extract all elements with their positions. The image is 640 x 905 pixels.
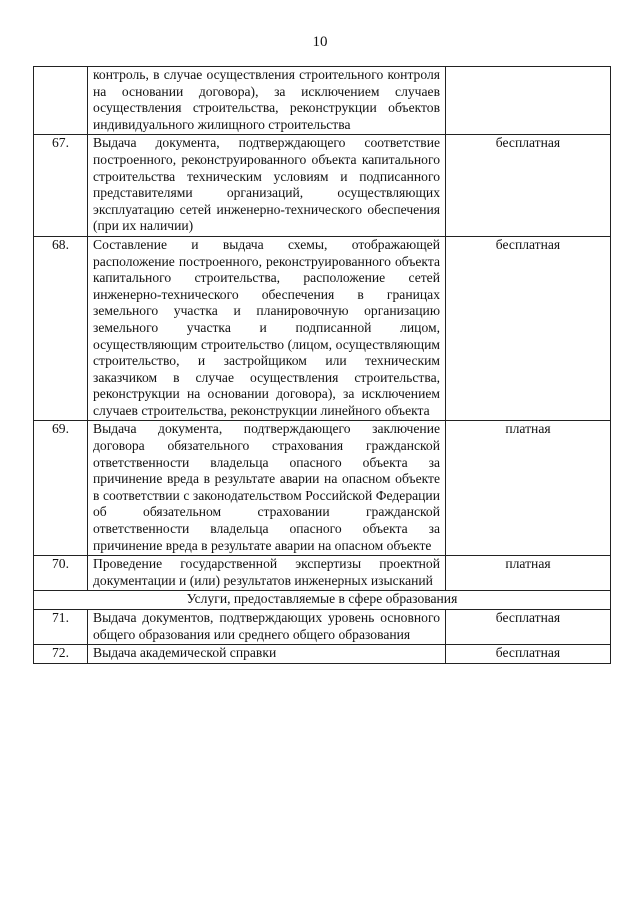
section-title: Услуги, предоставляемые в сфере образования — [34, 591, 611, 610]
row-number: 70. — [34, 556, 88, 591]
table-row — [34, 556, 611, 591]
table-row — [34, 236, 611, 421]
service-description: Выдача документа, подтверждающего соответствие построенного, реконструированного объекта капитального строительства техническим условиям и подписанного представителями организаций, осуществляющих эксплуатацию сетей инженерно-технического обеспечения (при их наличии) — [88, 135, 446, 237]
row-number: 72. — [34, 645, 88, 664]
service-description: Выдача документов, подтверждающих уровень основного общего образования или среднего общего образования — [88, 610, 446, 645]
table-row — [34, 135, 611, 237]
service-fee: платная — [446, 556, 611, 591]
table-row — [34, 645, 611, 664]
services-table — [33, 66, 611, 664]
service-fee: платная — [446, 421, 611, 556]
service-description: Выдача академической справки — [88, 645, 446, 664]
table-row — [34, 67, 611, 135]
row-number: 71. — [34, 610, 88, 645]
service-fee: бесплатная — [446, 645, 611, 664]
service-fee — [446, 67, 611, 135]
row-number: 68. — [34, 236, 88, 421]
page-number: 10 — [312, 34, 328, 50]
service-description: Выдача документа, подтверждающего заключение договора обязательного страхования гражданской ответственности владельца опасного объекта за причинение вреда в результате аварии на опасном объекте в соответствии с законодательством Российской Федерации об обязательном страховании гражданской ответственности владельца опасного объекта за причинение вреда в результате аварии на опасном объекте — [88, 421, 446, 556]
service-fee: бесплатная — [446, 610, 611, 645]
section-header-row — [34, 591, 611, 610]
service-fee: бесплатная — [446, 135, 611, 237]
row-number — [34, 67, 88, 135]
row-number: 69. — [34, 421, 88, 556]
table-row — [34, 610, 611, 645]
row-number: 67. — [34, 135, 88, 237]
service-description: Проведение государственной экспертизы проектной документации и (или) результатов инженерных изысканий — [88, 556, 446, 591]
table-row — [34, 421, 611, 556]
service-description: контроль, в случае осуществления строительного контроля на основании договора), за исключением случаев осуществления строительства, реконструкции объектов индивидуального жилищного строительства — [88, 67, 446, 135]
service-fee: бесплатная — [446, 236, 611, 421]
service-description: Составление и выдача схемы, отображающей расположение построенного, реконструированного объекта капитального строительства, расположение сетей инженерно-технического обеспечения в границах земельного участка и планировочную организацию земельного участка и подписанной лицом, осуществляющим строительство (лицом, осуществляющим строительство, и застройщиком или техническим заказчиком в случае осуществления строительства, реконструкции на основании договора), за исключением случаев строительства, реконструкции линейного объекта — [88, 236, 446, 421]
